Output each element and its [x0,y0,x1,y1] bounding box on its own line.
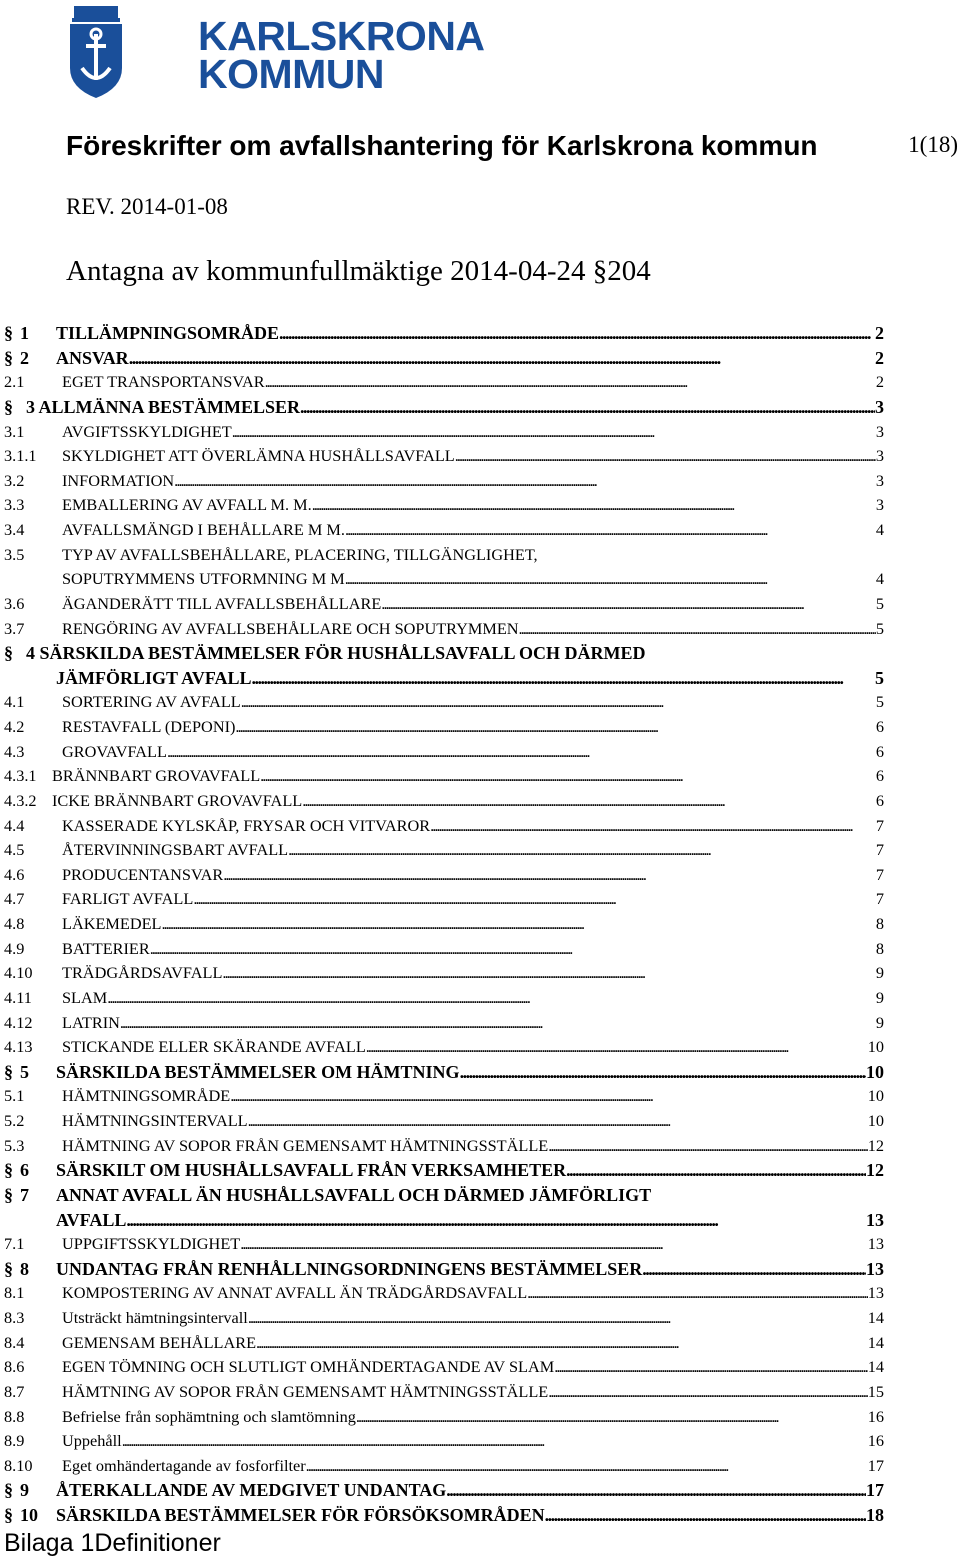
toc-entry[interactable] [0,1307,884,1332]
toc-number: 4.10 [4,963,33,983]
toc-page-number: 14 [867,1332,884,1352]
toc-label: BATTERIER [62,938,150,958]
toc-entry[interactable] [0,1159,884,1184]
toc-entry[interactable] [0,445,884,470]
dot-leader [129,348,875,369]
dot-leader [300,397,875,418]
toc-number: 1 [20,323,29,343]
toc-number: 2 [20,347,29,368]
dot-leader [642,1259,866,1280]
toc-page-number: 14 [867,1357,884,1377]
toc-entry[interactable] [0,1036,884,1061]
document-title: Föreskrifter om avfallshantering för Karlskrona kommun [66,130,818,161]
toc-number: 2.1 [4,372,25,392]
section-mark: § [4,1061,13,1082]
toc-page-number: 8 [875,914,884,933]
toc-label: JÄMFÖRLIGT AVFALL [56,667,252,688]
toc-page-number: 10 [867,1111,884,1130]
toc-entry[interactable] [0,322,884,347]
toc-page-number: 16 [867,1431,884,1451]
toc-number: 4.8 [4,914,25,933]
toc-label: TYP AV AVFALLSBEHÅLLARE, PLACERING, TILLGÄNGLIGHET, [62,544,538,564]
dot-leader [193,889,876,909]
toc-entry[interactable] [0,1012,884,1037]
toc-page-number: 2 [875,372,884,392]
toc-number: 8.6 [4,1357,25,1377]
toc-page-number: 17 [867,1455,884,1475]
toc-label: PRODUCENTANSVAR [62,864,224,884]
toc-number: 7 [20,1184,29,1205]
toc-page-number: 5 [875,618,884,638]
toc-page-number: 3 [875,396,884,417]
toc-page-number: 6 [875,790,884,810]
toc-page-number: 13 [866,1258,884,1279]
toc-page-number: 9 [875,987,884,1007]
section-mark: § [4,1480,13,1501]
toc-number: 10 [20,1505,38,1525]
toc-number: 7.1 [4,1234,25,1254]
dot-leader [345,569,876,589]
toc-label: LATRIN [62,1012,120,1032]
table-of-contents [0,322,884,1529]
toc-page-number: 10 [867,1037,884,1057]
toc-entry[interactable] [0,716,884,741]
toc-label: EGEN TÖMNING OCH SLUTLIGT OMHÄNDERTAGANDE AV SLAM [62,1357,555,1377]
toc-label: KOMPOSTERING AV ANNAT AVFALL ÄN TRÄDGÅRDSAVFALL [62,1283,528,1303]
toc-entry[interactable] [0,1061,884,1086]
dot-leader [174,471,876,491]
toc-number: 8.8 [4,1406,25,1426]
toc-number: 3.1.1 [4,446,37,466]
dot-leader [519,619,876,639]
dot-leader [256,1333,868,1353]
toc-label: INFORMATION [62,470,175,490]
toc-entry[interactable] [0,962,884,987]
toc-page-number: 13 [866,1209,884,1230]
toc-entry[interactable] [0,1085,884,1110]
toc-number: 4.3 [4,741,25,761]
toc-label: STICKANDE ELLER SKÄRANDE AVFALL [62,1037,366,1057]
toc-entry[interactable] [0,839,884,864]
toc-number: 4.12 [4,1012,33,1032]
toc-entry[interactable] [0,790,884,815]
adoption-note: Antagna av kommunfullmäktige 2014-04-24 §204 [66,255,651,287]
toc-page-number: 7 [875,840,884,860]
toc-entry[interactable] [0,494,884,519]
toc-number: 4.1 [4,692,25,712]
karlskrona-kommun-logo [64,2,485,100]
toc-page-number: 6 [875,766,884,786]
toc-page-number: 7 [875,815,884,835]
toc-label: Utsträckt hämtningsintervall [62,1308,248,1327]
dot-leader [150,939,876,959]
toc-page-number: 17 [866,1480,884,1501]
toc-entry[interactable] [0,1135,884,1160]
toc-label: GROVAVFALL [62,741,167,761]
toc-entry[interactable] [0,396,884,421]
toc-entry[interactable] [0,1332,884,1357]
toc-number: 4.7 [4,889,25,909]
toc-page-number: 5 [875,692,884,712]
dot-leader [306,1456,868,1476]
toc-page-number: 12 [867,1135,884,1155]
toc-number: 5.3 [4,1135,25,1155]
toc-label: SLAM [62,987,108,1007]
toc-number: 3.3 [4,495,25,515]
toc-label: Befrielse från sophämtning och slamtömning [62,1406,356,1426]
toc-page-number: 9 [875,963,884,983]
toc-number: 4.13 [4,1037,33,1057]
dot-leader [446,1480,866,1501]
toc-page-number: 5 [875,593,884,613]
toc-page-number: 6 [875,741,884,761]
toc-label: ÄGANDERÄTT TILL AVFALLSBEHÅLLARE [62,593,382,613]
toc-entry[interactable] [0,1233,884,1258]
toc-label: AVFALL [56,1209,127,1230]
toc-page-number: 3 [875,446,884,466]
dot-leader [312,495,876,515]
toc-entry[interactable] [0,642,884,667]
dot-leader [240,1234,868,1254]
toc-number: 8.10 [4,1455,33,1475]
toc-label: FARLIGT AVFALL [62,889,194,909]
toc-label: UPPGIFTSSKYLDIGHET [62,1234,241,1254]
toc-label: SÄRSKILDA BESTÄMMELSER OM HÄMTNING [56,1061,460,1082]
dot-leader [566,1160,866,1181]
toc-number: 5.2 [4,1111,25,1130]
dot-leader [381,594,876,614]
dot-leader [554,1357,868,1377]
toc-entry[interactable] [0,938,884,963]
toc-entry[interactable] [0,691,884,716]
toc-entry[interactable] [0,1406,884,1431]
toc-page-number: 2 [875,347,884,368]
toc-label: 4 SÄRSKILDA BESTÄMMELSER FÖR HUSHÅLLSAVFALL OCH DÄRMED [26,643,646,664]
toc-number: 8.4 [4,1332,25,1352]
toc-entry[interactable] [0,1479,884,1504]
toc-page-number: 3 [875,495,884,515]
dot-leader [265,372,876,392]
dot-leader [222,963,875,983]
toc-number: 3.4 [4,520,25,539]
toc-number: 5.1 [4,1086,25,1106]
dot-leader [302,791,876,811]
toc-entry[interactable] [0,421,884,446]
section-mark: § [4,323,13,343]
toc-label: GEMENSAM BEHÅLLARE [62,1332,257,1352]
dot-leader [545,1505,866,1526]
toc-label: HÄMTNING AV SOPOR FRÅN GEMENSAMT HÄMTNINGSSTÄLLE [62,1135,549,1155]
toc-entry[interactable] [0,1381,884,1406]
toc-label: SÄRSKILT OM HUSHÅLLSAVFALL FRÅN VERKSAMHETER [56,1160,567,1181]
page-indicator: 1(18) [908,132,958,157]
toc-page-number: 13 [867,1234,884,1254]
toc-entry[interactable] [0,1184,884,1209]
dot-leader [260,766,876,786]
toc-number: 4.3.2 [4,790,37,810]
toc-number: 3.6 [4,593,25,613]
dot-leader [430,816,876,836]
toc-label: AVFALLSMÄNGD I BEHÅLLARE M M. [62,520,345,539]
dot-leader [161,914,875,934]
toc-number: 5 [20,1061,29,1082]
toc-label: EGET TRANSPORTANSVAR [62,372,265,392]
dot-leader [126,1210,866,1231]
toc-label: SOPUTRYMMENS UTFORMNING M M [62,569,345,589]
toc-number: 3.1 [4,421,25,441]
toc-number: 4.5 [4,840,25,860]
dot-leader [223,865,876,885]
toc-page-number: 9 [875,1012,884,1032]
toc-page-number: 4 [875,520,884,539]
toc-label: ICKE BRÄNNBART GROVAVFALL [52,790,303,810]
toc-number: 3.2 [4,470,25,490]
toc-entry[interactable] [0,864,884,889]
toc-label: TILLÄMPNINGSOMRÅDE [56,323,280,343]
dot-leader [279,323,875,344]
dot-leader [356,1407,868,1427]
toc-entry[interactable] [0,347,884,372]
toc-number: 3.7 [4,618,25,638]
dot-leader [548,1136,867,1156]
toc-entry[interactable] [0,470,884,495]
toc-entry[interactable] [0,888,884,913]
toc-page-number: 2 [875,323,884,343]
toc-entry[interactable] [0,741,884,766]
toc-label: SORTERING AV AVFALL [62,692,241,712]
toc-entry[interactable] [0,519,884,544]
toc-label: 3 ALLMÄNNA BESTÄMMELSER [26,396,301,417]
toc-number: 8.9 [4,1431,25,1451]
toc-page-number: 14 [867,1308,884,1327]
revision-date: REV. 2014-01-08 [66,194,228,219]
toc-entry[interactable] [0,765,884,790]
toc-entry[interactable] [0,1504,884,1529]
toc-number: 4.9 [4,938,25,958]
toc-label: BRÄNNBART GROVAVFALL [52,766,261,786]
toc-number: 4.3.1 [4,766,37,786]
toc-number: 8.7 [4,1381,25,1401]
toc-number: 9 [20,1480,29,1501]
section-mark: § [4,1160,13,1181]
toc-number: 3.5 [4,544,25,564]
toc-page-number: 7 [875,864,884,884]
toc-label: ANSVAR [56,347,129,368]
toc-number: 4.4 [4,815,25,835]
toc-entry[interactable] [0,1455,884,1480]
toc-entry[interactable] [0,1110,884,1135]
toc-label: HÄMTNINGSINTERVALL [62,1111,248,1130]
toc-label: ANNAT AVFALL ÄN HUSHÅLLSAVFALL OCH DÄRMED JÄMFÖRLIGT [56,1184,652,1205]
toc-entry[interactable] [0,568,884,593]
dot-leader [366,1037,868,1057]
toc-label: LÄKEMEDEL [62,914,162,933]
toc-page-number: 12 [866,1160,884,1181]
toc-entry[interactable] [0,593,884,618]
toc-label: Uppehåll [62,1431,122,1451]
toc-page-number: 4 [875,569,884,589]
dot-leader [248,1308,868,1328]
toc-number: 4.11 [4,987,32,1007]
section-mark: § [4,396,13,417]
dot-leader [235,717,875,737]
section-mark: § [4,1184,13,1205]
dot-leader [241,692,876,712]
toc-entry[interactable] [0,1209,884,1234]
dot-leader [248,1111,868,1131]
logo-line2: KOMMUN [198,51,385,97]
dot-leader [288,840,876,860]
section-mark: § [4,347,13,368]
toc-label: EMBALLERING AV AVFALL M. M. [62,495,312,515]
section-mark: § [4,1258,13,1279]
toc-page-number: 13 [867,1283,884,1303]
logo-line1: KARLSKRONA [198,13,485,59]
toc-entry[interactable] [0,815,884,840]
footer-heading: Bilaga 1Definitioner [4,1529,221,1557]
dot-leader [230,1086,867,1106]
toc-page-number: 5 [875,667,884,688]
toc-label: HÄMTNINGSOMRÅDE [62,1086,231,1106]
toc-page-number: 10 [866,1061,884,1082]
toc-label: Eget omhändertagande av fosforfilter [62,1455,306,1475]
toc-number: 8.3 [4,1308,25,1327]
toc-entry[interactable] [0,913,884,938]
dot-leader [107,988,876,1008]
dot-leader [548,1382,867,1402]
toc-number: 8.1 [4,1283,25,1303]
dot-leader [252,668,875,689]
toc-label: ÅTERKALLANDE AV MEDGIVET UNDANTAG [56,1480,447,1501]
toc-entry[interactable] [0,667,884,692]
toc-label: HÄMTNING AV SOPOR FRÅN GEMENSAMT HÄMTNINGSSTÄLLE [62,1381,549,1401]
dot-leader [232,422,876,442]
toc-page-number: 16 [867,1406,884,1426]
toc-number: 4.2 [4,717,25,736]
municipal-crest-icon [64,2,128,100]
toc-page-number: 8 [875,938,884,958]
dot-leader [345,520,876,540]
toc-page-number: 3 [875,470,884,490]
toc-label: SKYLDIGHET ATT ÖVERLÄMNA HUSHÅLLSAVFALL [62,446,455,466]
dot-leader [460,1062,866,1083]
toc-entry[interactable] [0,371,884,396]
dot-leader [455,446,876,466]
toc-label: RENGÖRING AV AVFALLSBEHÅLLARE OCH SOPUTRYMMEN [62,618,519,638]
toc-label: AVGIFTSSKYLDIGHET [62,421,232,441]
toc-page-number: 10 [867,1086,884,1106]
toc-label: UNDANTAG FRÅN RENHÅLLNINGSORDNINGENS BESTÄMMELSER [56,1258,643,1279]
section-mark: § [4,1505,13,1525]
toc-page-number: 18 [866,1505,884,1525]
toc-label: SÄRSKILDA BESTÄMMELSER FÖR FÖRSÖKSOMRÅDEN [56,1505,545,1525]
toc-label: TRÄDGÅRDSAVFALL [62,963,223,983]
dot-leader [527,1283,868,1303]
toc-label: RESTAVFALL (DEPONI) [62,717,236,736]
toc-entry[interactable] [0,618,884,643]
dot-leader [167,742,876,762]
toc-number: 8 [20,1258,29,1279]
toc-number: 4.6 [4,864,25,884]
toc-number: 6 [20,1160,29,1181]
toc-entry[interactable] [0,1430,884,1455]
toc-page-number: 3 [875,421,884,441]
dot-leader [122,1431,868,1451]
toc-entry[interactable] [0,1356,884,1381]
toc-entry[interactable] [0,1258,884,1283]
toc-entry[interactable] [0,544,884,569]
section-mark: § [4,643,13,664]
toc-page-number: 15 [867,1381,884,1401]
toc-label: KASSERADE KYLSKÅP, FRYSAR OCH VITVAROR [62,815,431,835]
dot-leader [120,1013,876,1033]
toc-page-number: 7 [875,889,884,909]
toc-entry[interactable] [0,1282,884,1307]
toc-page-number: 6 [875,717,884,736]
toc-entry[interactable] [0,987,884,1012]
toc-label: ÅTERVINNINGSBART AVFALL [62,840,289,860]
